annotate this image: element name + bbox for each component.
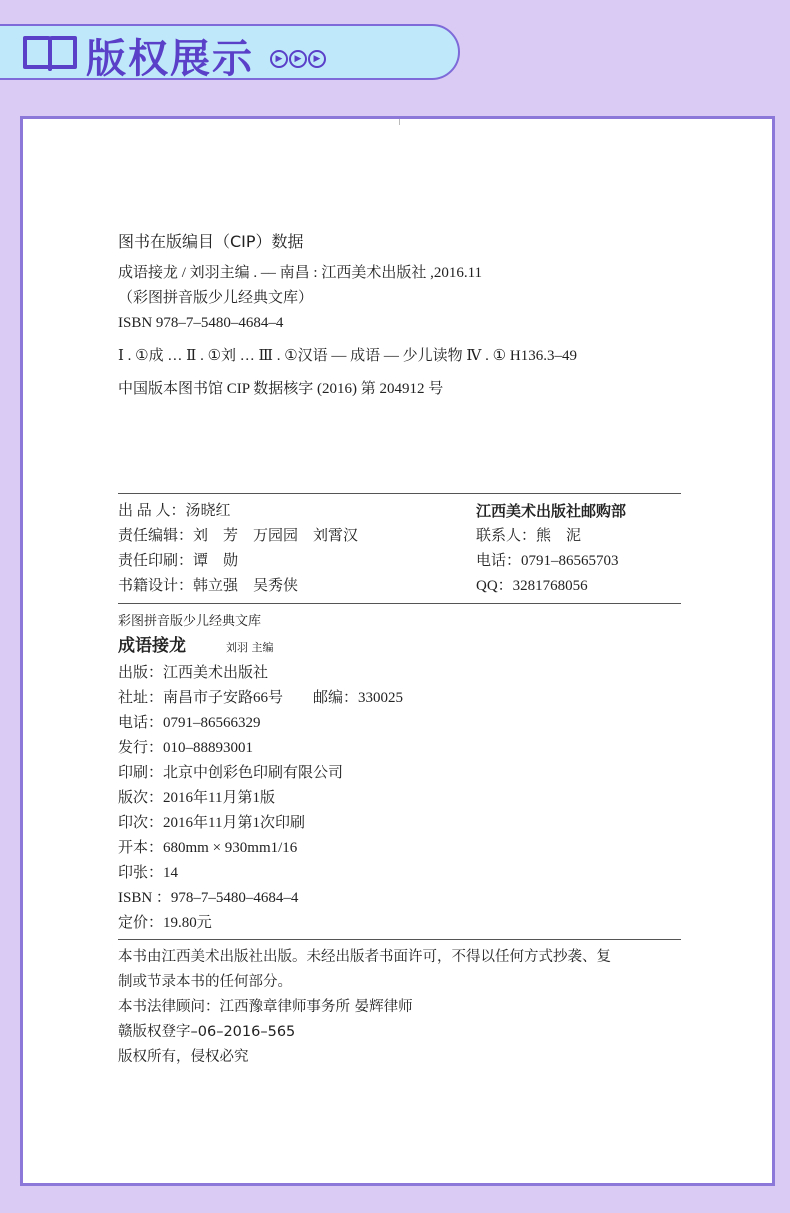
- credits-table: [118, 499, 681, 599]
- cip-record: 中国版本图书馆 CIP 数据核字 (2016) 第 204912 号: [118, 381, 444, 397]
- notice-line: 本书法律顾问：江西豫章律师事务所 晏辉律师: [118, 999, 413, 1015]
- credit-left: 责任印刷：谭 勋: [118, 553, 239, 569]
- page-heading: 版权展示: [86, 36, 254, 82]
- decorative-arrows: [270, 50, 326, 68]
- book-detail: 定价：19.80元: [118, 915, 212, 931]
- credits-row: [118, 499, 681, 524]
- cip-classification: Ⅰ . ①成 … Ⅱ . ①刘 … Ⅲ . ①汉语 — 成语 — 少儿读物 Ⅳ . ① H136.3–49: [118, 348, 577, 364]
- arrow-right-icon: ▶: [308, 50, 326, 68]
- open-book-icon: [22, 34, 78, 72]
- credit-right: 电话：0791–86565703: [476, 553, 619, 569]
- book-detail: 社址：南昌市子安路66号 邮编：330025: [118, 690, 404, 706]
- credit-left: 出 品 人：汤晓红: [118, 503, 231, 519]
- credits-row: [118, 549, 681, 574]
- notice-line: 本书由江西美术出版社出版。未经出版者书面许可，不得以任何方式抄袭、复: [118, 949, 611, 965]
- arrow-right-icon: ▶: [289, 50, 307, 68]
- notice-line: 制或节录本书的任何部分。: [118, 974, 292, 990]
- book-editor: 刘羽 主编: [226, 641, 274, 654]
- credit-right: QQ：3281768056: [476, 578, 588, 594]
- book-detail: ISBN ：978–7–5480–4684–4: [118, 890, 299, 906]
- book-detail: 电话：0791–86566329: [118, 715, 261, 731]
- crop-mark: [399, 119, 400, 125]
- credits-row: [118, 524, 681, 549]
- book-detail: 印刷：北京中创彩色印刷有限公司: [118, 765, 344, 781]
- divider: [118, 493, 681, 494]
- notice-line: 赣版权登字–06–2016–565: [118, 1024, 296, 1040]
- cip-line: ISBN 978–7–5480–4684–4: [118, 315, 284, 331]
- credit-right: 联系人：熊 泥: [476, 528, 582, 544]
- credit-left: 书籍设计：韩立强 吴秀侠: [118, 578, 299, 594]
- notice-line: 版权所有，侵权必究: [118, 1049, 249, 1065]
- book-detail: 开本：680mm × 930mm1/16: [118, 840, 298, 856]
- credit-right-heading: 江西美术出版社邮购部: [476, 502, 627, 520]
- book-detail: 印次：2016年11月第1次印刷: [118, 815, 305, 831]
- credits-row: [118, 574, 681, 599]
- book-detail: 印张：14: [118, 865, 179, 881]
- cip-line: 成语接龙 / 刘羽主编 . –– 南昌 : 江西美术出版社 ,2016.11: [118, 265, 483, 281]
- divider: [118, 939, 681, 940]
- book-detail: 版次：2016年11月第1版: [118, 790, 275, 806]
- book-title: 成语接龙: [118, 636, 186, 656]
- cip-block: [118, 261, 577, 402]
- book-info: [118, 611, 403, 936]
- book-detail: 发行：010–88893001: [118, 740, 254, 756]
- book-title-row: [118, 633, 403, 661]
- series-name: 彩图拼音版少儿经典文库: [118, 614, 262, 629]
- book-detail: 出版：江西美术出版社: [118, 665, 269, 681]
- divider: [118, 603, 681, 604]
- credit-left: 责任编辑：刘 芳 万园园 刘霄汉: [118, 528, 359, 544]
- legal-notice: [118, 945, 611, 1070]
- copyright-page: [20, 116, 775, 1186]
- cip-heading: 图书在版编目（CIP）数据: [118, 232, 304, 251]
- arrow-right-icon: ▶: [270, 50, 288, 68]
- cip-line: （彩图拼音版少儿经典文库）: [118, 290, 314, 306]
